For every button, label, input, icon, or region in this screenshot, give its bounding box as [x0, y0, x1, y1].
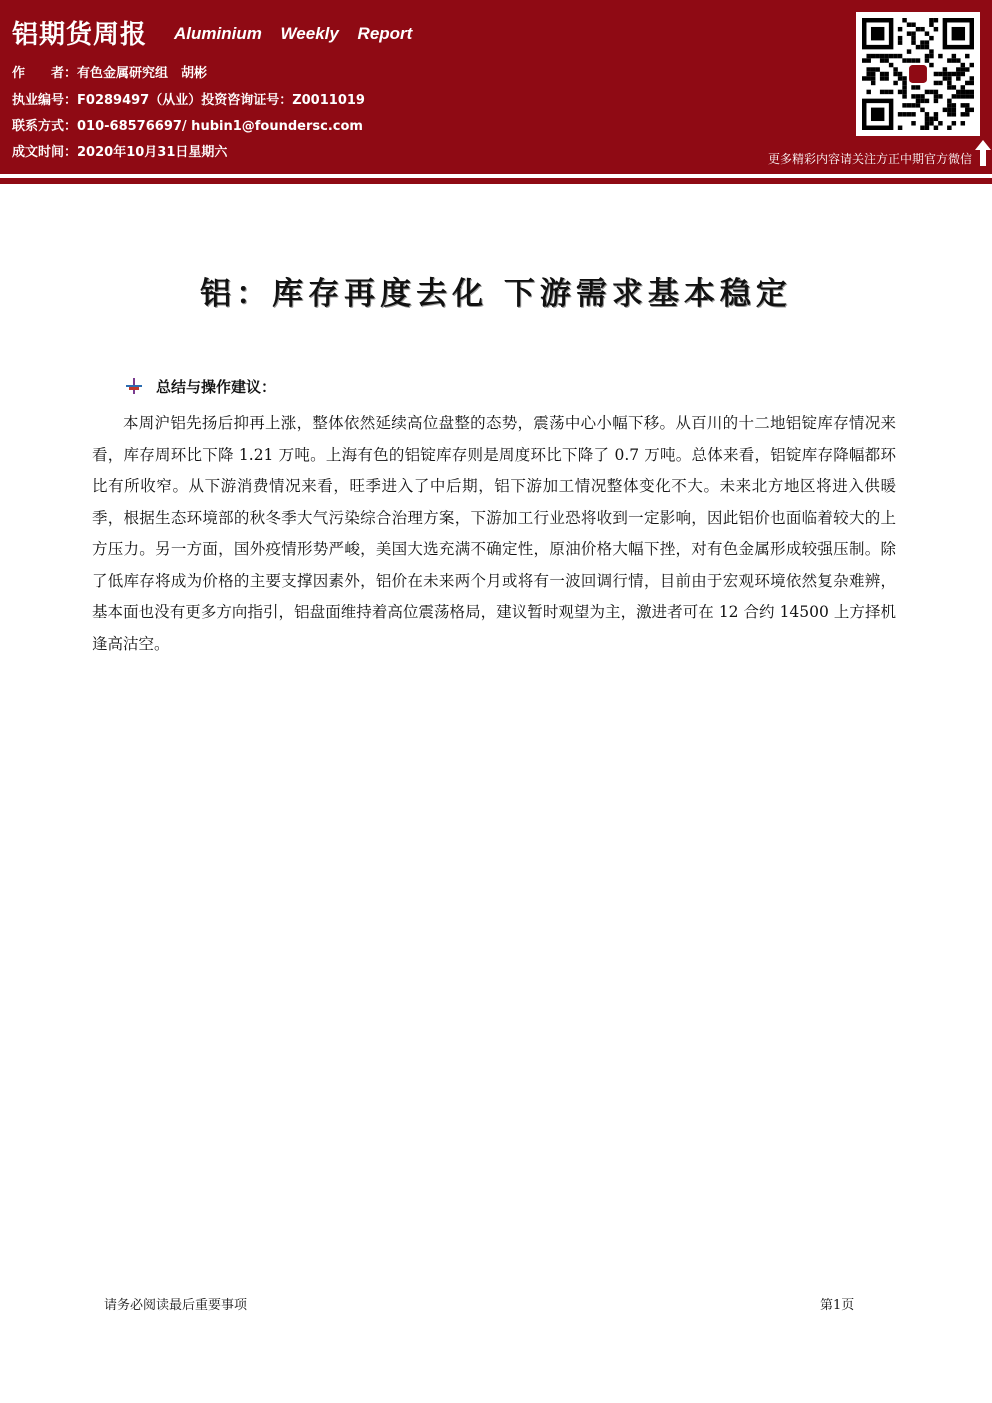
date-label: 成文时间： [12, 145, 78, 160]
up-arrow-icon [975, 140, 991, 166]
license-line [12, 89, 365, 108]
author-line [12, 62, 207, 81]
contact-value[interactable]: 010-68576697/ hubin1@foundersc.com [77, 119, 363, 134]
report-header [0, 0, 992, 172]
date-line [12, 141, 227, 160]
contact-label: 联系方式： [12, 119, 78, 134]
contact-line [12, 115, 363, 134]
brand-title: 铝期货周报 [12, 20, 148, 50]
section-heading-text: 总结与操作建议： [156, 378, 277, 396]
wechat-follow-note: 更多精彩内容请关注方正中期官方微信 [767, 152, 972, 166]
page-number: 第1页 [820, 1298, 855, 1313]
section-heading [126, 376, 276, 397]
summary-paragraph: 本周沪铝先扬后抑再上涨，整体依然延续高位盘整的态势，震荡中心小幅下移。从百川的十二地铝锭库存情况来看，库存周环比下降 1.21 万吨。上海有色的铝锭库存则是周度环比下降了 0.7 万吨。总体来看，铝锭库存降幅都环比有所收窄。从下游消费情况来看，旺季进入了中后期，铝下游加工情况整体变化不大。未来北方地区将进入供暖季，根据生态环境部的秋冬季大气污染综合治理方案，下游加工行业恐将收到一定影响，因此铝价也面临着较大的上方压力。另一方面，国外疫情形势严峻，美国大选充满不确定性，原油价格大幅下挫，对有色金属形成较强压制。除了低库存将成为价格的主要支撑因素外，铝价在未来两个月或将有一波回调行情，目前由于宏观环境依然复杂难辨，基本面也没有更多方向指引，铝盘面维持着高位震荡格局，建议暂时观望为主，激进者可在 12 合约 14500 上方择机逢高沽空。 [92, 414, 896, 653]
report-title: 铝：库存再度去化 下游需求基本稳定 [200, 276, 792, 312]
date-value: 2020年10月31日星期六 [77, 145, 228, 160]
license-value: F0289497（从业）投资咨询证号：Z0011019 [77, 93, 365, 108]
brand-english-title: Aluminium Weekly Report [174, 24, 413, 43]
diamond-bullet-icon [126, 378, 142, 394]
header-divider [0, 172, 992, 184]
author-label: 作 者： [12, 66, 78, 81]
author-value: 有色金属研究组 胡彬 [77, 66, 208, 81]
footer-disclaimer[interactable]: 请务必阅读最后重要事项 [104, 1298, 248, 1313]
license-label: 执业编号： [12, 93, 78, 108]
qr-code-graphic [862, 18, 974, 130]
qr-code-icon [856, 12, 980, 136]
